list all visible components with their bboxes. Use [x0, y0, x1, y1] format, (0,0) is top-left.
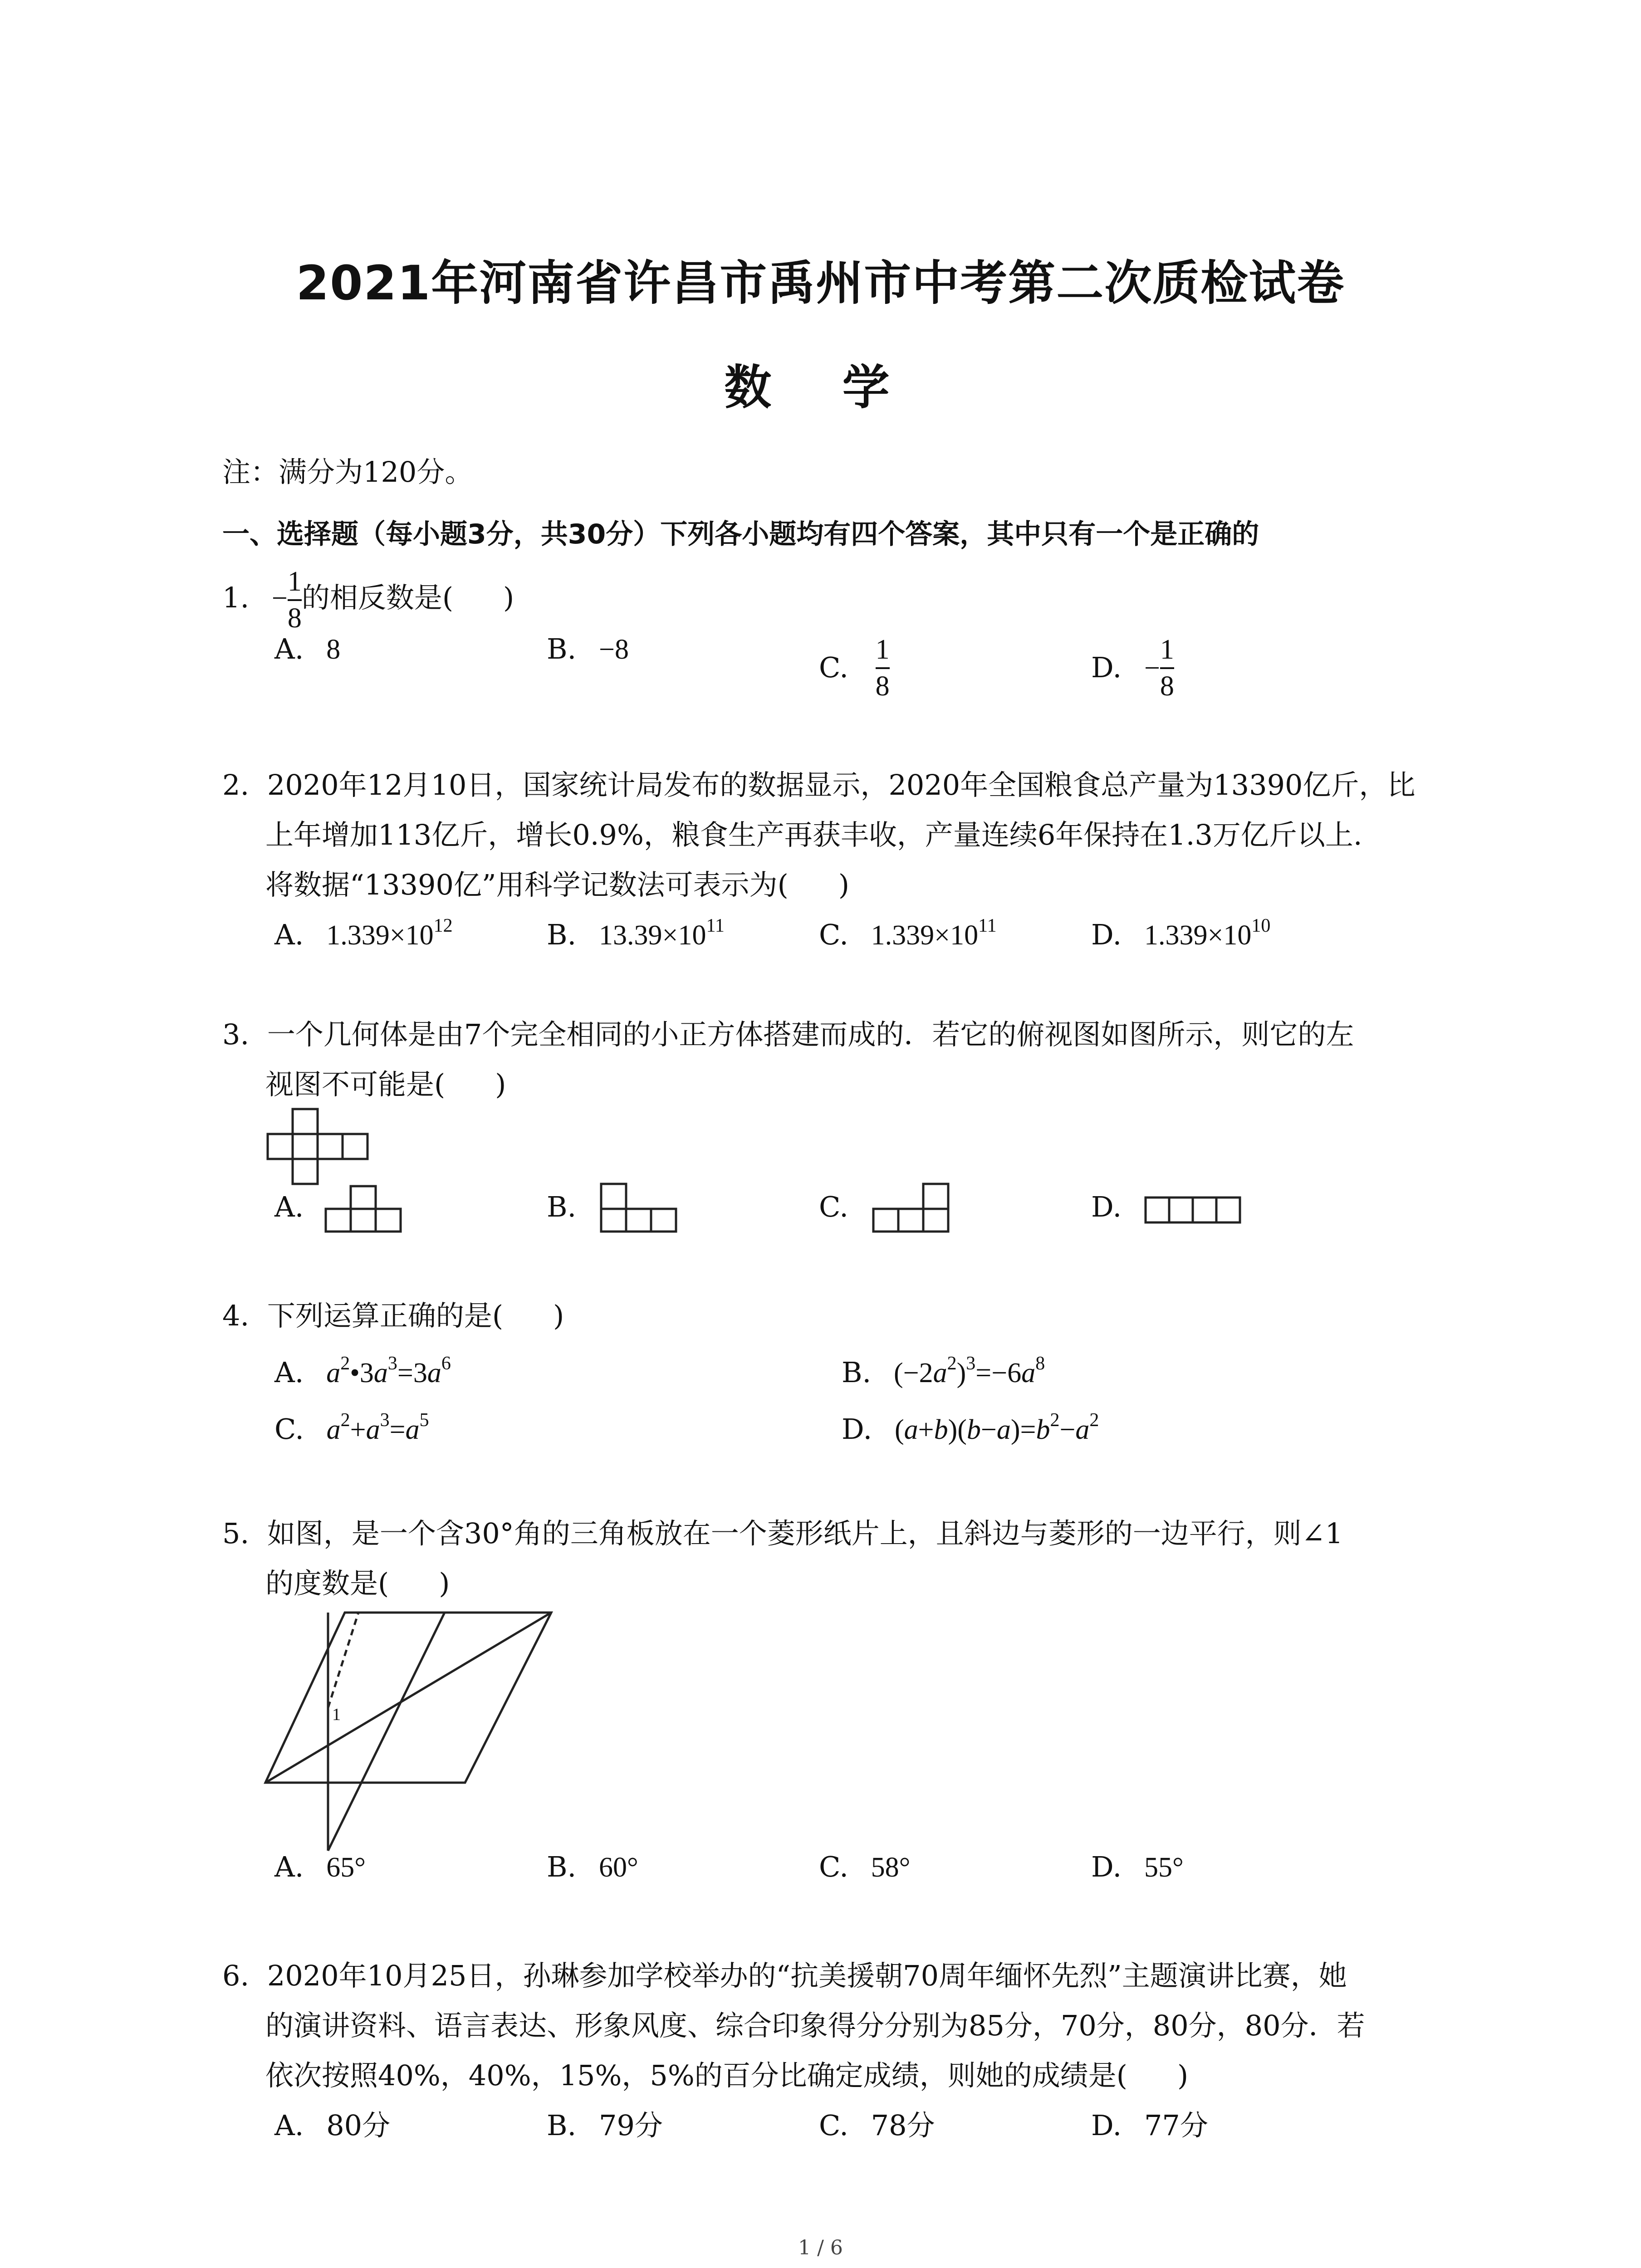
q3-option-c-figure — [873, 1184, 950, 1236]
question-1: 1. − $\frac{1}{8}$ 的相反数是( ) — [222, 566, 514, 634]
q5-line-1: 5. 如图，是一个含30°角的三角板放在一个菱形纸片上，且斜边与菱形的一边平行，则∠1 — [222, 1517, 1343, 1550]
question-number: 1. — [222, 581, 250, 615]
q6-option-a[interactable]: A. 80分 — [274, 2109, 391, 2142]
q6-line-2: 的演讲资料、语言表达、形象风度、综合印象得分分别为85分，70分，80分，80分．若 — [265, 2009, 1365, 2042]
q6-option-b[interactable]: B. 79分 — [547, 2109, 663, 2142]
q5-option-d[interactable]: D. 55° — [1091, 1850, 1184, 1883]
q3-option-b[interactable]: B. — [547, 1190, 577, 1223]
fraction: $\frac{1}{8}$ — [287, 566, 302, 634]
top-view-figure — [268, 1109, 372, 1186]
q3-option-a[interactable]: A. — [274, 1190, 304, 1223]
q4-option-c[interactable]: C. $a^2+a^3=a^5$ — [274, 1410, 429, 1446]
q6-line-1: 6. 2020年10月25日，孙琳参加学校举办的“抗美援朝70周年缅怀先烈”主题演讲比赛，她 — [222, 1959, 1347, 1992]
q3-option-d-figure — [1146, 1198, 1245, 1227]
q5-option-b[interactable]: B. 60° — [547, 1850, 638, 1883]
q5-line-2: 的度数是( ) — [265, 1567, 450, 1600]
rhombus-triangle-figure — [263, 1610, 558, 1855]
q1-option-a[interactable]: A. 8 — [274, 632, 341, 665]
q4-option-d[interactable]: D. $(a+b)(b-a)=b^2-a^2$ — [842, 1410, 1099, 1446]
q4-option-a[interactable]: A. $a^2•3a^3=3a^6$ — [274, 1353, 451, 1389]
q2-line-1: 2. 2020年12月10日，国家统计局发布的数据显示，2020年全国粮食总产量为13390亿斤，比 — [222, 768, 1416, 802]
q3-option-d[interactable]: D. — [1091, 1190, 1122, 1223]
neg-sign: − — [271, 583, 288, 614]
q2-option-b[interactable]: B. $13.39\times 10^{11}$ — [547, 915, 725, 951]
q4-option-b[interactable]: B. $(-2a^2)^3=-6a^8$ — [842, 1353, 1045, 1389]
q3-line-2: 视图不可能是( ) — [265, 1068, 506, 1101]
q6-option-d[interactable]: D. 77分 — [1091, 2109, 1208, 2142]
question-4: 4. 下列运算正确的是( ) — [222, 1299, 564, 1332]
score-note: 注：满分为120分。 — [222, 455, 473, 489]
q3-option-b-figure — [601, 1184, 678, 1236]
exam-title: 2021年河南省许昌市禹州市中考第二次质检试卷 — [296, 255, 1345, 311]
q1-option-b[interactable]: B. −8 — [547, 632, 629, 665]
q1-option-d[interactable]: D. − $\frac{1}{8}$ — [1091, 634, 1174, 702]
q5-option-a[interactable]: A. 65° — [274, 1850, 366, 1883]
q2-line-3: 将数据“13390亿”用科学记数法可表示为( ) — [265, 868, 850, 901]
page-number: 1 / 6 — [798, 2236, 843, 2259]
q3-option-c[interactable]: C. — [819, 1190, 848, 1223]
q6-line-3: 依次按照40%，40%，15%，5%的百分比确定成绩，则她的成绩是( ) — [265, 2059, 1189, 2092]
q3-option-a-figure — [326, 1186, 403, 1236]
q3-line-1: 3. 一个几何体是由7个完全相同的小正方体搭建而成的．若它的俯视图如图所示，则它的左 — [222, 1018, 1354, 1051]
q2-line-2: 上年增加113亿斤，增长0.9%，粮食生产再获丰收，产量连续6年保持在1.3万亿斤以上. — [265, 818, 1362, 851]
q1-option-c[interactable]: C. $\frac{1}{8}$ — [819, 634, 890, 702]
q2-option-c[interactable]: C. $1.339\times 10^{11}$ — [819, 915, 997, 951]
q2-option-a[interactable]: A. $1.339\times 10^{12}$ — [274, 915, 453, 951]
subject-title: 数 学 — [724, 360, 917, 415]
q5-option-c[interactable]: C. 58° — [819, 1850, 911, 1883]
question-text: 的相反数是( — [301, 581, 454, 615]
q6-option-c[interactable]: C. 78分 — [819, 2109, 935, 2142]
angle-1-label: 1 — [332, 1705, 341, 1724]
q2-option-d[interactable]: D. $1.339\times 10^{10}$ — [1091, 915, 1271, 951]
section-heading: 一、选择题（每小题3分，共30分）下列各小题均有四个答案，其中只有一个是正确的 — [222, 518, 1259, 550]
